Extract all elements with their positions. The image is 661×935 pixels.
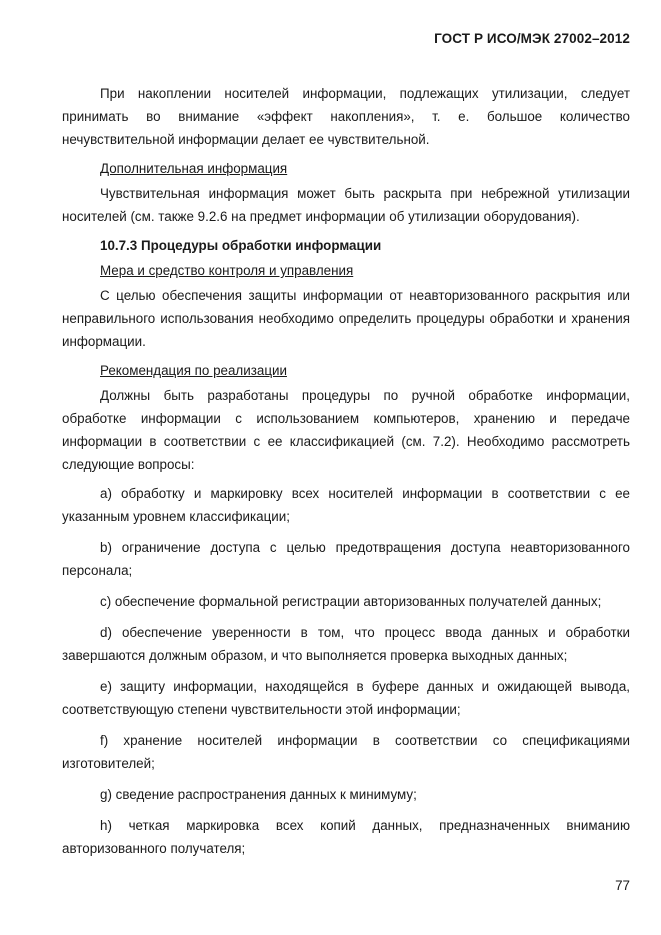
paragraph-sensitive-info: Чувствительная информация может быть раскрыта при небрежной утилизации носителей (см. также 9.2.6 на предмет информации об утилизации оборудования). bbox=[62, 186, 630, 224]
paragraph-accumulation: При накоплении носителей информации, подлежащих утилизации, следует принимать во внимание «эффект накопления», т. е. большое количество нечувствительной информации делает ее чувствительной. bbox=[62, 86, 630, 147]
subheading-implementation: Рекомендация по реализации bbox=[100, 363, 287, 378]
list-item-f: f) хранение носителей информации в соответствии со спецификациями изготовителей; bbox=[62, 733, 630, 771]
page-number: 77 bbox=[615, 878, 630, 893]
section-title: 10.7.3 Процедуры обработки информации bbox=[100, 238, 382, 253]
list-item-h: h) четкая маркировка всех копий данных, предназначенных вниманию авторизованного получателя; bbox=[62, 818, 630, 856]
list-item-c: c) обеспечение формальной регистрации авторизованных получателей данных; bbox=[100, 594, 602, 609]
paragraph-control: С целью обеспечения защиты информации от неавторизованного раскрытия или неправильного использования необходимо определить процедуры обработки и хранения информации. bbox=[62, 288, 630, 349]
subheading-additional-info: Дополнительная информация bbox=[100, 161, 288, 176]
subheading-control-measure: Мера и средство контроля и управления bbox=[100, 263, 354, 278]
list-item-a: a) обработку и маркировку всех носителей информации в соответствии с ее указанным уровнем классификации; bbox=[62, 486, 630, 524]
document-body bbox=[62, 82, 630, 868]
paragraph-implementation: Должны быть разработаны процедуры по ручной обработке информации, обработке информации с использованием компьютеров, хранению и передаче информации в соответствии с ее классификацией (см. 7.2). Необходимо рассмотреть следующие вопросы: bbox=[62, 388, 630, 472]
list-item-d: d) обеспечение уверенности в том, что процесс ввода данных и обработки завершаются должным образом, и что выполняется проверка выходных данных; bbox=[62, 625, 630, 663]
list-item-b: b) ограничение доступа с целью предотвращения доступа неавторизованного персонала; bbox=[62, 540, 630, 578]
document-id-header: ГОСТ Р ИСО/МЭК 27002–2012 bbox=[434, 31, 630, 46]
list-item-g: g) сведение распространения данных к минимуму; bbox=[100, 787, 417, 802]
list-item-e: e) защиту информации, находящейся в буфере данных и ожидающей вывода, соответствующую степени чувствительности этой информации; bbox=[62, 679, 630, 717]
